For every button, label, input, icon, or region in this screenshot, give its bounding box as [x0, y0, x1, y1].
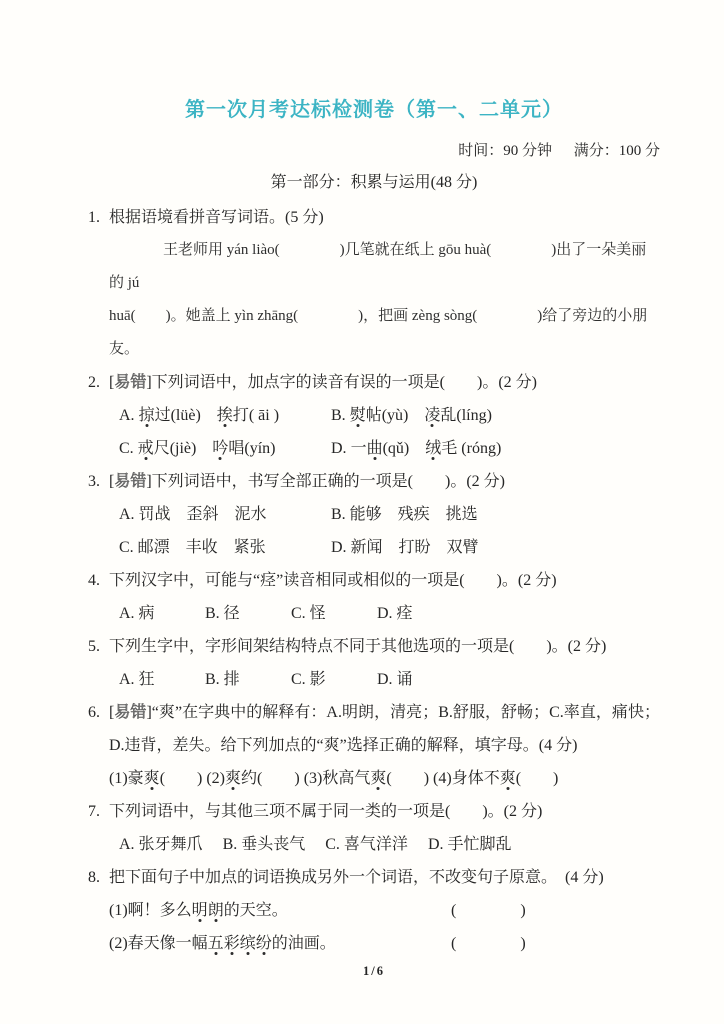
- question-5: [88, 630, 660, 696]
- question-5-number: 5.: [88, 638, 100, 655]
- option-2d: D. 一曲(qǔ) 绒毛 (róng): [331, 440, 502, 457]
- option-4b: B. 径: [205, 605, 240, 622]
- question-2: [88, 366, 660, 465]
- question-3-options: [119, 498, 660, 564]
- question-4-number: 4.: [88, 572, 100, 589]
- question-1-passage-line-2: huā( )。她盖上 yìn zhāng( )，把画 zèng sòng( )给了旁边的小朋: [109, 308, 648, 324]
- question-7-options: [119, 828, 660, 861]
- question-7: [88, 795, 660, 861]
- question-4: [88, 564, 660, 630]
- question-7-number: 7.: [88, 803, 100, 820]
- question-8-item-1-text: (1)啊！多么明朗的天空。: [109, 902, 288, 919]
- question-8-number: 8.: [88, 869, 100, 886]
- option-3b: B. 能够 残疾 挑选: [331, 506, 478, 523]
- question-3-stem: [易错]下列词语中，书写全部正确的一项是( )。(2 分): [109, 473, 505, 490]
- question-4-options: [119, 597, 660, 630]
- time-limit-label: 时间：90 分钟: [458, 143, 552, 159]
- question-4-stem: 下列汉字中，可能与“痉”读音相同或相似的一项是( )。(2 分): [109, 572, 557, 589]
- page-body: [0, 97, 724, 979]
- question-8-item-2: [109, 927, 660, 960]
- question-8-item-1-answer-blank: ( ): [451, 902, 526, 919]
- question-7-options-row: [119, 828, 660, 861]
- option-7a: A. 张牙舞爪: [119, 836, 203, 853]
- page-number: 1/6: [363, 964, 385, 978]
- question-5-options-row: [119, 663, 660, 696]
- question-3-options-row-1: [119, 498, 660, 531]
- option-2c: C. 戒尺(jiè) 吟唱(yín): [119, 440, 276, 457]
- question-8-item-2-text: (2)春天像一幅五彩缤纷的油画。: [109, 935, 336, 952]
- option-4a: A. 病: [119, 605, 155, 622]
- question-8-item-1: [109, 894, 660, 927]
- question-1-stem: 根据语境看拼音写词语。(5 分): [109, 209, 324, 226]
- question-1-number: 1.: [88, 209, 100, 226]
- question-1-passage-line-1: 王老师用 yán liào( )几笔就在纸上 gōu huà( )出了一朵美丽的 jú: [109, 242, 647, 291]
- option-7b: B. 垂头丧气: [222, 836, 306, 853]
- question-6-items: (1)豪爽( ) (2)爽约( ) (3)秋高气爽( ) (4)身体不爽( ): [109, 770, 559, 787]
- option-3c: C. 邮漂 丰收 紧张: [119, 539, 266, 556]
- question-5-stem: 下列生字中，字形间架结构特点不同于其他选项的一项是( )。(2 分): [109, 638, 607, 655]
- full-score-label: 满分：100 分: [573, 143, 660, 159]
- question-3-number: 3.: [88, 473, 100, 490]
- option-5b: B. 排: [205, 671, 240, 688]
- question-5-options: [119, 663, 660, 696]
- question-2-options: [119, 399, 660, 465]
- question-2-options-row-1: [119, 399, 660, 432]
- option-3d: D. 新闻 打盼 双臂: [331, 539, 479, 556]
- question-2-options-row-2: [119, 432, 660, 465]
- question-2-stem: [易错]下列词语中，加点字的读音有误的一项是( )。(2 分): [109, 374, 537, 391]
- question-8: [88, 861, 660, 960]
- option-3a: A. 罚战 歪斜 泥水: [119, 506, 267, 523]
- question-list: [88, 201, 660, 960]
- question-3: [88, 465, 660, 564]
- question-1: [88, 201, 660, 366]
- option-7c: C. 喜气洋洋: [325, 836, 408, 853]
- question-4-options-row: [119, 597, 660, 630]
- option-2a: A. 掠过(lüè) 挨打( āi ): [119, 407, 280, 424]
- question-6-number: 6.: [88, 704, 100, 721]
- question-8-stem: 把下面句子中加点的词语换成另外一个词语，不改变句子原意。 (4 分): [109, 869, 604, 886]
- option-5a: A. 狂: [119, 671, 155, 688]
- page-title: 第一次月考达标检测卷（第一、二单元）: [185, 99, 563, 121]
- option-2b: B. 熨帖(yù) 凌乱(líng): [331, 407, 492, 424]
- option-5d: D. 诵: [377, 671, 413, 688]
- question-7-stem: 下列词语中，与其他三项不属于同一类的一项是( )。(2 分): [109, 803, 543, 820]
- option-4d: D. 痊: [377, 605, 413, 622]
- option-5c: C. 影: [291, 671, 326, 688]
- section-title: 第一部分：积累与运用(48 分): [270, 174, 478, 191]
- question-8-item-2-answer-blank: ( ): [451, 935, 526, 952]
- exam-meta: [88, 141, 660, 161]
- option-7d: D. 手忙脚乱: [427, 836, 512, 853]
- question-3-options-row-2: [119, 531, 660, 564]
- question-6-stem: [易错]“爽”在字典中的解释有：A.明朗，清亮；B.舒服，舒畅；C.率直，痛快；D.违背，差失。给下列加点的“爽”选择正确的解释，填字母。(4 分): [109, 704, 660, 754]
- question-1-passage-line-3: 友。: [109, 341, 140, 357]
- question-6: [88, 696, 660, 795]
- option-4c: C. 怪: [291, 605, 326, 622]
- question-2-number: 2.: [88, 374, 100, 391]
